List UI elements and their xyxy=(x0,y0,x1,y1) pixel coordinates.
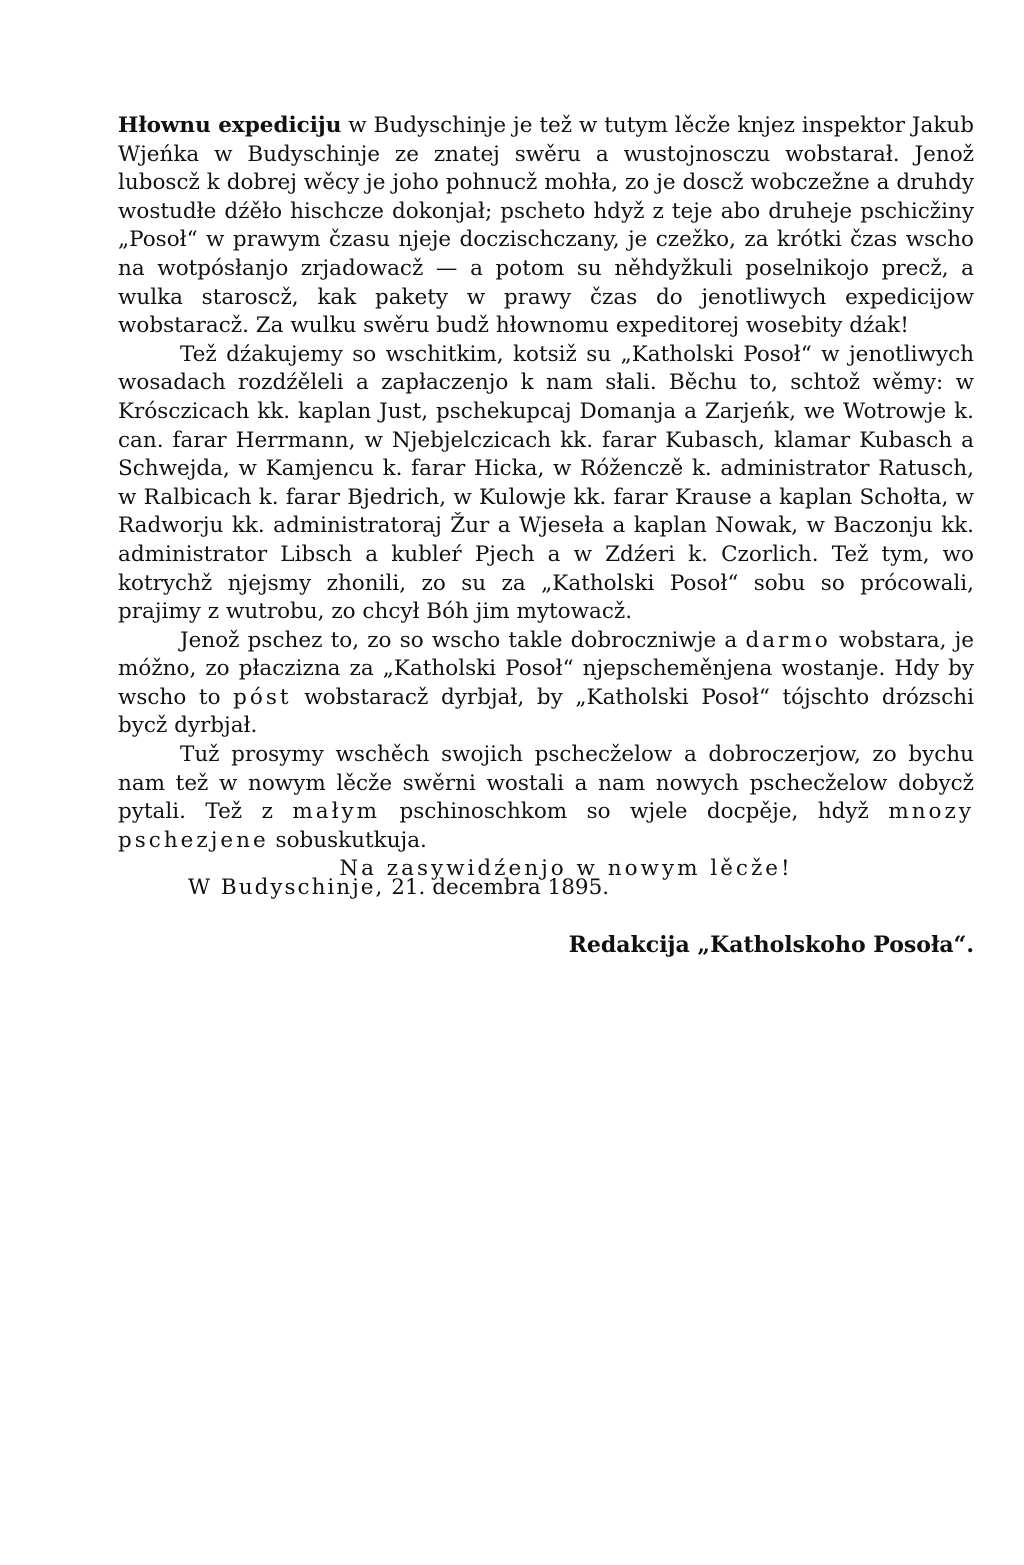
date: 21. decembra 1895. xyxy=(391,875,610,900)
farewell-line: Na zasywidźenjo w nowym lěcže! xyxy=(339,856,793,882)
place-date xyxy=(188,874,609,903)
paragraph-thanks xyxy=(118,341,974,627)
paragraph-text: Tuž prosymy wschěch swojich pschecželow a dobroczerjow, zo bychu nam tež w nowym lěcže swěrni wostali a nam nowych pschecželow dobycž pytali. Tež z xyxy=(118,742,974,825)
emphasis-text: darmo xyxy=(745,627,831,653)
paragraph-text: wobstaracž dyrbjał, by „Katholski Posoł“ tójschto drózschi bycž dyrbjał. xyxy=(118,684,974,739)
paragraph-text: Tež dźakujemy so wschitkim, kotsiž su „Katholski Posoł“ w jenotliwych wosadach rozdźěleli a zapłaczenjo k nam słali. Běchu to, schtož wěmy: w Krósczicach kk. kaplan Just, pschekupcaj Domanja a Zarjeńk, we Wotrowje k. can. farar Herrmann, w Njebjelczicach kk. farar Kubasch, klamar Kubasch a Schwejda, w Kamjencu k. farar Hicka, w Róženczě k. administrator Ratusch, w Ralbicach k. farar Bjedrich, w Kulowje kk. farar Krause a kaplan Schołta, w Radworju kk. administratoraj Žur a Wjeseła a kaplan Nowak, w Baczonju kk. administrator Libsch a kubleŕ Pjech a w Zdźeri k. Czorlich. Tež tym, wo kotrychž njejsmy zhonili, zo su za „Katholski Posoł“ sobu so prócowali, prajimy z wutrobu, zo chcył Bóh jim mytowacž. xyxy=(118,341,974,625)
emphasis-text: mnozy pschezjene xyxy=(118,799,974,853)
document-body xyxy=(118,112,974,884)
emphasis-text: póst xyxy=(233,684,292,710)
paragraph-text: wobstara, je móžno, zo płaczizna za „Katholski Posoł“ njepscheměnjena wostanje. Hdy by wscho to xyxy=(118,627,975,710)
paragraph-text: pschinoschkom so wjele docpěje, hdyž xyxy=(380,799,889,825)
document-page xyxy=(118,112,975,958)
paragraph-free-service xyxy=(118,627,974,741)
paragraph-text: Jenož pschez to, zo so wscho takle dobroczniwje a xyxy=(180,627,746,653)
paragraph-request xyxy=(118,741,974,855)
paragraph-text: sobuskutkuja. xyxy=(268,827,427,853)
signature: Redakcija „Katholskoho Posoła“. xyxy=(568,932,974,958)
paragraph-text: w Budyschinje je tež w tutym lěcže knjez inspektor Jakub Wjeńka w Budyschinje ze znatej swěru a wustojnosczu wobstarał. Jenož luboscž k dobrej wěcy je joho pohnucž mohła, zo je doscž wobczežne a druhdy wostudłe dźěło hischcze dokonjał; pscheto hdyž z teje abo druheje pschicžiny „Posoł“ w prawym čzasu njeje doczischczany, je czežko, za krótki čzas wscho na wotpósłanjo zrjadowacž — a potom su něhdyžkuli poselnikojo precž, a wulka staroscž, kak pakety w prawy čzas do jenotliwych expedicijow wobstaracž. Za wulku swěru budž hłownomu expeditorej wosebity dźak! xyxy=(118,113,974,339)
place-name: W Budyschinje, xyxy=(188,875,385,900)
paragraph-lead: Hłownu expediciju xyxy=(118,113,342,138)
emphasis-text: małym xyxy=(292,799,381,825)
paragraph-expedition xyxy=(118,112,974,341)
